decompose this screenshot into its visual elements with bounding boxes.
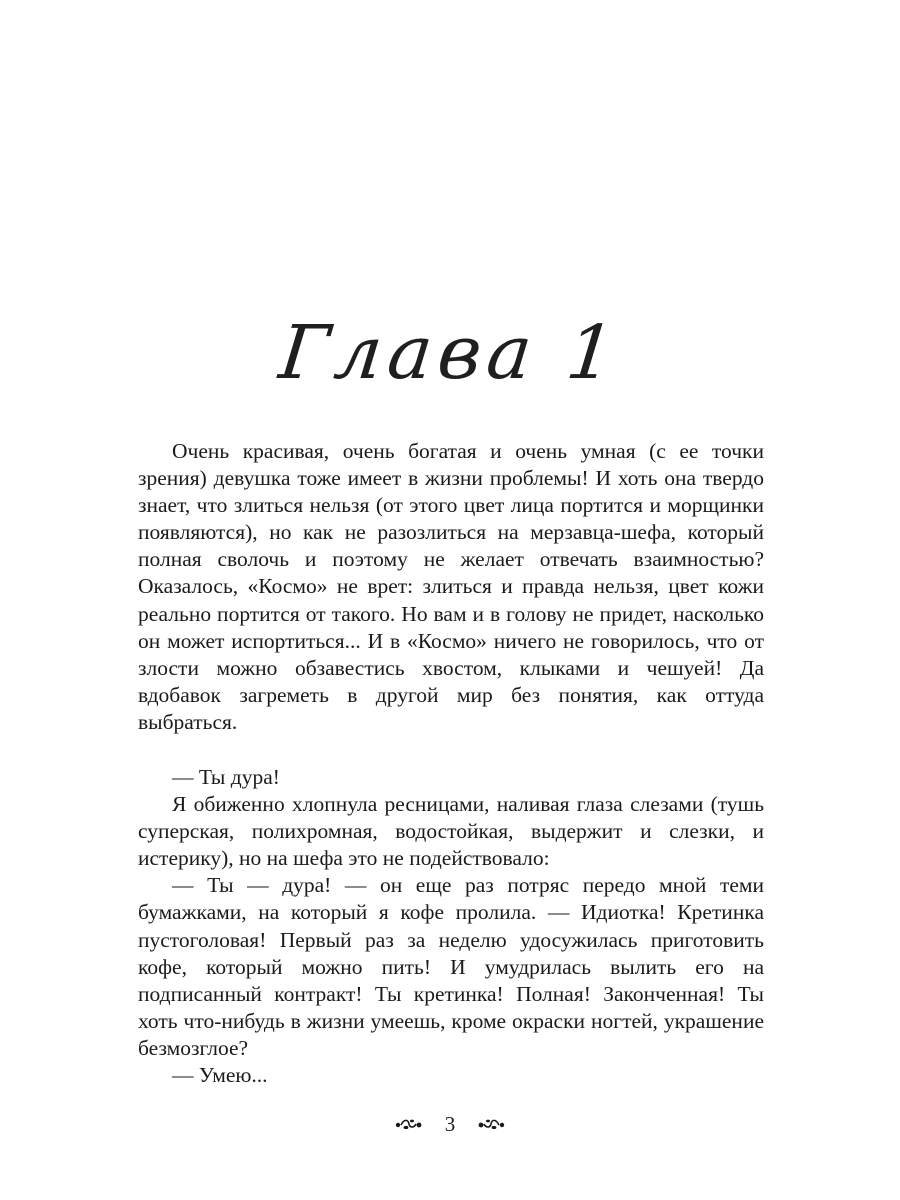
- paragraph: Я обиженно хлопнула ресницами, наливая глаза слезами (тушь суперская, полихромная, водостойкая, выдержит и слезки, и истерику), но на шефа это не подействовало:: [138, 792, 764, 871]
- intro-section: [138, 438, 764, 736]
- intro-paragraph: Очень красивая, очень богатая и очень умная (с ее точки зрения) девушка тоже имеет в жизни проблемы! И хоть она твердо знает, что злиться нельзя (от этого цвет лица портится и морщинки появляются), но как не разозлиться на мерзавца-шефа, который полная сволочь и поэтому не желает отвечать взаимностью? Оказалось, «Космо» не врет: злиться и правда нельзя, цвет кожи реально портится от такого. Но вам и в голову не придет, насколько он может испортиться... И в «Космо» ничего не говорилось, что от злости можно обзавестись хвостом, клыками и чешуей! Да вдобавок загреметь в другой мир без понятия, как оттуда выбраться.: [138, 439, 764, 734]
- paragraph: — Умею...: [172, 1063, 268, 1088]
- chapter-title: Глава 1: [275, 309, 625, 396]
- paragraph: — Ты — дура! — он еще раз потряс передо мной теми бумажками, на который я кофе пролила. — Идиотка! Кретинка пустоголовая! Первый раз за неделю удосужилась приготовить кофе, который можно пить! И умудрилась вылить его на подписанный контракт! Ты кретинка! Полная! Законченная! Ты хоть что-нибудь в жизни умеешь, кроме окраски ногтей, украшение безмозглое?: [138, 873, 764, 1060]
- paragraph: — Ты дура!: [172, 765, 280, 789]
- story-text: [138, 764, 764, 1089]
- floral-ornament-left-icon: [395, 1116, 423, 1132]
- floral-ornament-right-icon: [477, 1116, 505, 1132]
- page-number: 3: [444, 1112, 456, 1136]
- page-footer: [0, 1110, 900, 1138]
